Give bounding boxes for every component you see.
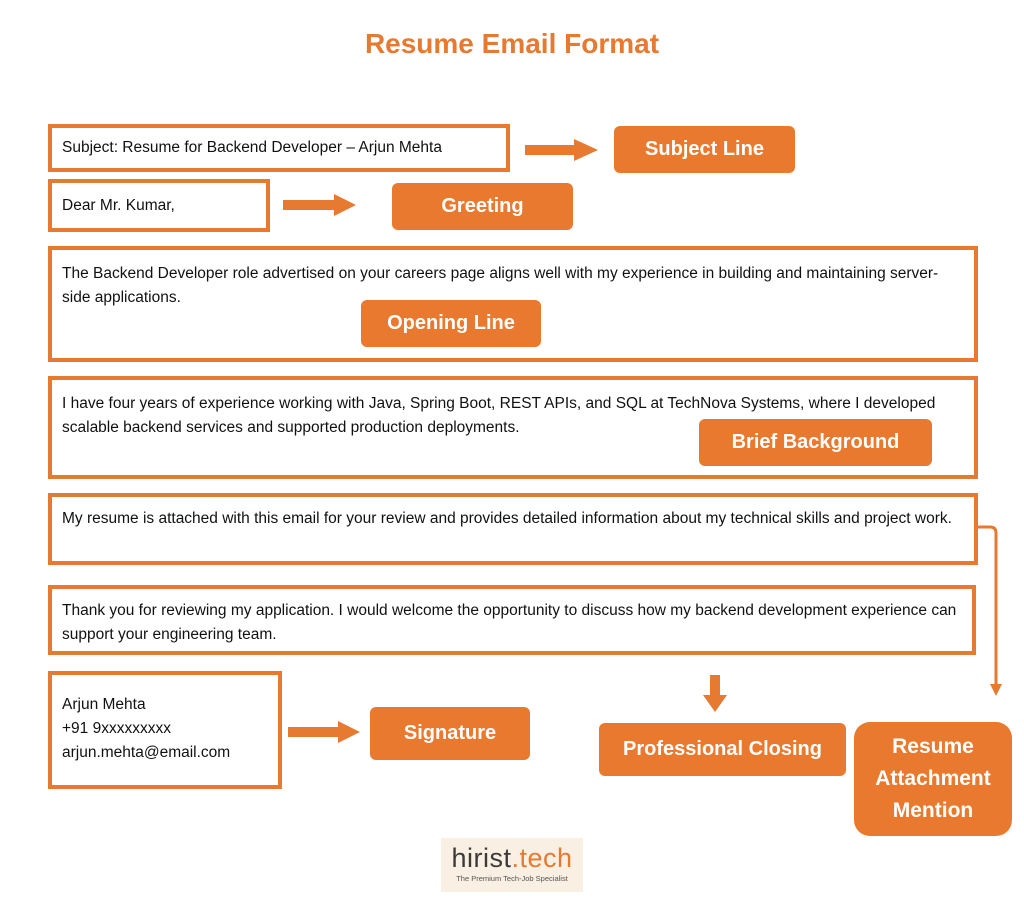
closing-text: Thank you for reviewing my application. I would welcome the opportunity to discuss how my backend development experience can support your engineering team. bbox=[62, 602, 957, 643]
subject-line-tag: Subject Line bbox=[614, 126, 795, 173]
attachment-elbow-arrow-icon bbox=[978, 527, 1002, 696]
page-title: Resume Email Format bbox=[364, 28, 660, 59]
background-text: I have four years of experience working with Java, Spring Boot, REST APIs, and SQL at TechNova Systems, where I developed scalable backend services and supported production deployments. bbox=[62, 395, 936, 436]
greeting-text: Dear Mr. Kumar, bbox=[62, 196, 175, 214]
greeting-tag: Greeting bbox=[392, 183, 573, 230]
logo-brand-accent: .tech bbox=[511, 843, 573, 873]
signature-phone: +91 9xxxxxxxxx bbox=[62, 720, 171, 737]
logo-tagline: The Premium Tech-Job Specialist bbox=[456, 874, 568, 883]
closing-down-arrow-icon bbox=[703, 675, 727, 712]
professional-closing-tag: Professional Closing bbox=[599, 723, 846, 776]
attachment-text: My resume is attached with this email for your review and provides detailed information about my technical skills and project work. bbox=[62, 510, 952, 527]
opening-line-tag: Opening Line bbox=[361, 300, 541, 347]
signature-tag: Signature bbox=[370, 707, 530, 760]
hirist-tech-logo bbox=[441, 838, 583, 892]
brief-background-tag: Brief Background bbox=[699, 419, 932, 466]
signature-name: Arjun Mehta bbox=[62, 696, 146, 713]
logo-brand-main: hirist bbox=[451, 843, 512, 873]
opening-text: The Backend Developer role advertised on your careers page aligns well with my experience in building and maintaining server-side applications. bbox=[62, 265, 939, 306]
resume-attachment-mention-tag: Resume Attachment Mention bbox=[854, 722, 1012, 836]
subject-text: Subject: Resume for Backend Developer – Arjun Mehta bbox=[62, 139, 442, 156]
subject-arrow-icon bbox=[525, 139, 598, 161]
signature-email: arjun.mehta@email.com bbox=[62, 744, 231, 761]
signature-arrow-icon bbox=[288, 721, 360, 743]
greeting-arrow-icon bbox=[283, 194, 356, 216]
